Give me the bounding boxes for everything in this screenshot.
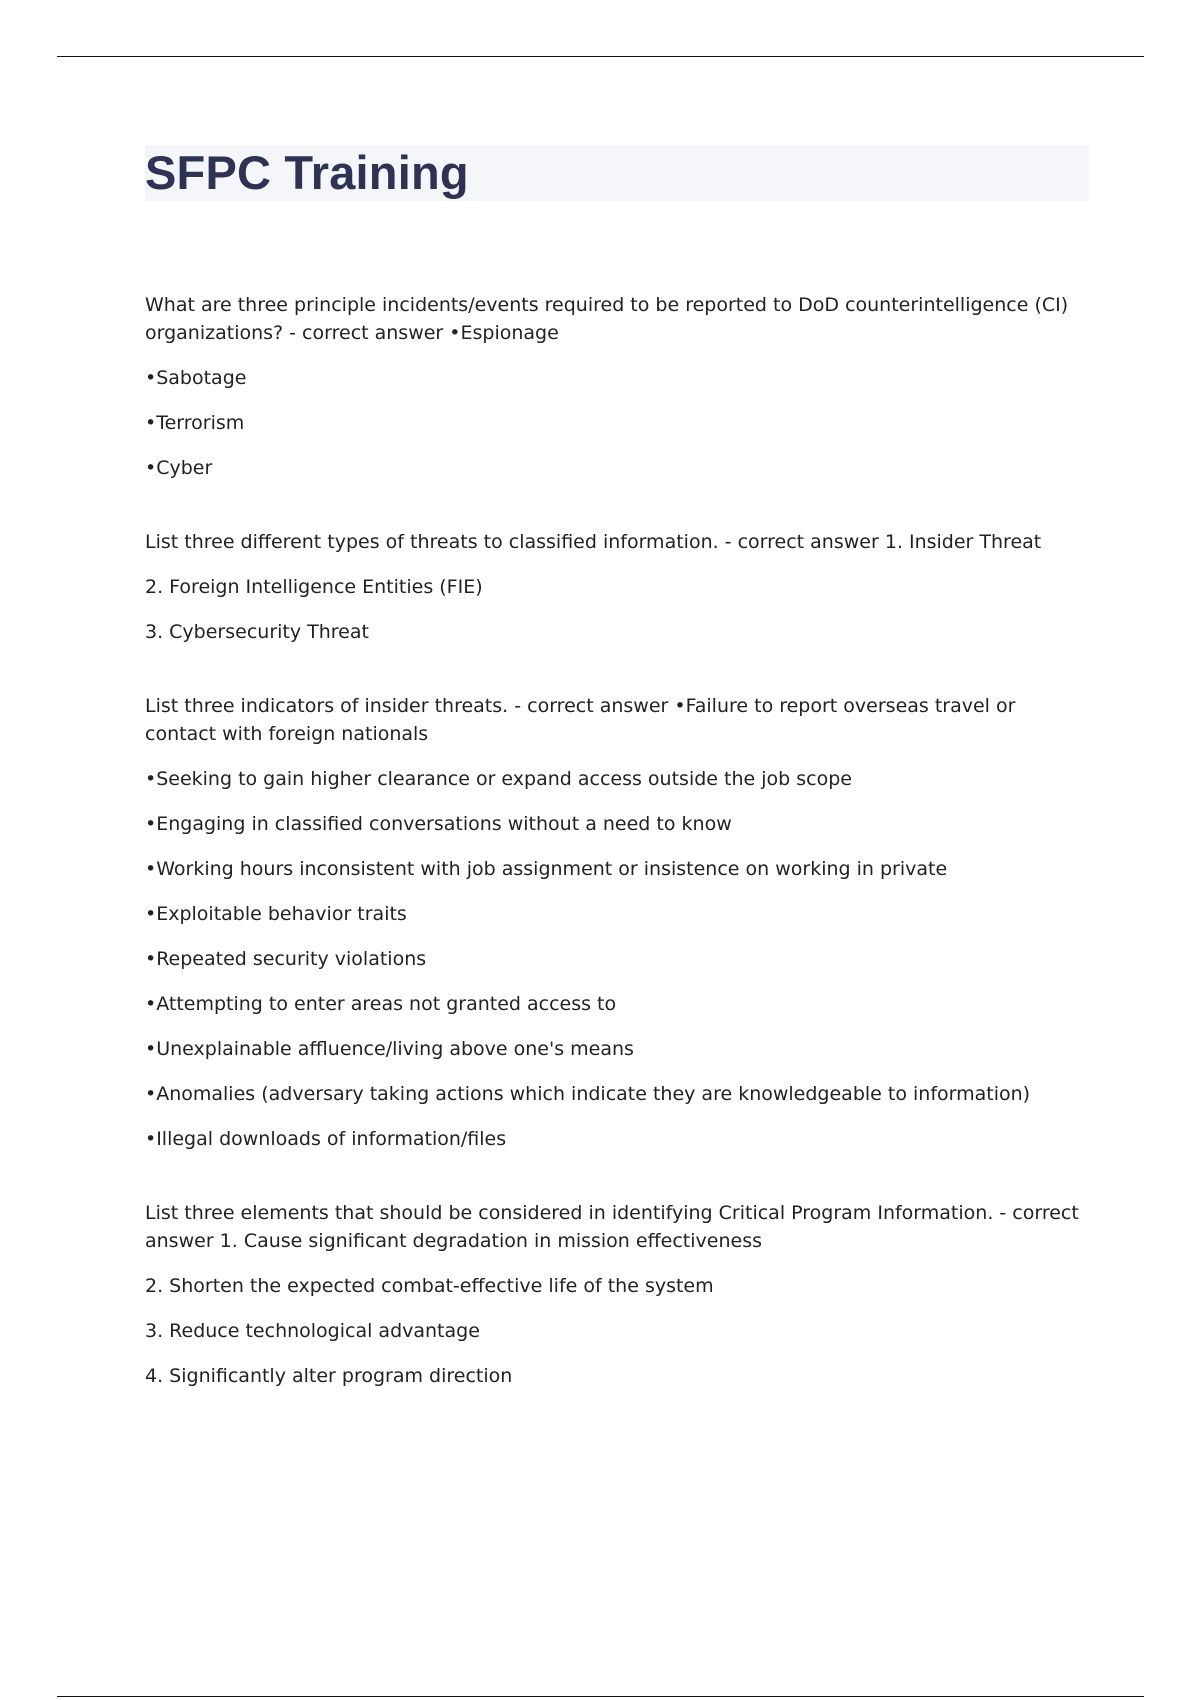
answer-item: •Attempting to enter areas not granted access to — [145, 993, 617, 1015]
answer-item: •Seeking to gain higher clearance or expand access outside the job scope — [145, 768, 852, 790]
answer-item: 3. Reduce technological advantage — [145, 1320, 480, 1342]
answer-item: •Engaging in classified conversations without a need to know — [145, 813, 732, 835]
question-text: List three elements that should be considered in identifying Critical Program Information. - correct answer 1. Cause significant degradation in mission effectiveness — [145, 1202, 1079, 1252]
answer-item: •Anomalies (adversary taking actions which indicate they are knowledgeable to information) — [145, 1083, 1031, 1105]
answer-item: •Exploitable behavior traits — [145, 903, 407, 925]
page-title: SFPC Training — [145, 146, 469, 199]
question-text: List three indicators of insider threats. - correct answer •Failure to report overseas travel or contact with foreign nationals — [145, 695, 1016, 745]
title-band — [145, 145, 1089, 201]
answer-item: 3. Cybersecurity Threat — [145, 621, 369, 643]
question-text: What are three principle incidents/events required to be reported to DoD counterintelligence (CI) organizations? - correct answer •Espionage — [145, 294, 1069, 344]
answer-item: •Terrorism — [145, 412, 245, 434]
answer-item: •Unexplainable affluence/living above one's means — [145, 1038, 634, 1060]
answer-item: •Illegal downloads of information/files — [145, 1128, 507, 1150]
answer-item: 2. Foreign Intelligence Entities (FIE) — [145, 576, 483, 598]
qa-section-2 — [145, 528, 1090, 646]
header-rule — [57, 56, 1144, 57]
answer-item: 2. Shorten the expected combat-effective life of the system — [145, 1275, 714, 1297]
qa-section-4 — [145, 1199, 1090, 1390]
footer-rule — [57, 1696, 1144, 1697]
answer-item: •Working hours inconsistent with job assignment or insistence on working in private — [145, 858, 948, 880]
qa-section-3 — [145, 692, 1090, 1153]
question-text: List three different types of threats to classified information. - correct answer 1. Insider Threat — [145, 531, 1042, 553]
answer-item: •Cyber — [145, 457, 213, 479]
answer-item: •Repeated security violations — [145, 948, 427, 970]
answer-item: 4. Significantly alter program direction — [145, 1365, 513, 1387]
document-body — [145, 291, 1090, 1436]
qa-section-1 — [145, 291, 1090, 482]
answer-item: •Sabotage — [145, 367, 247, 389]
